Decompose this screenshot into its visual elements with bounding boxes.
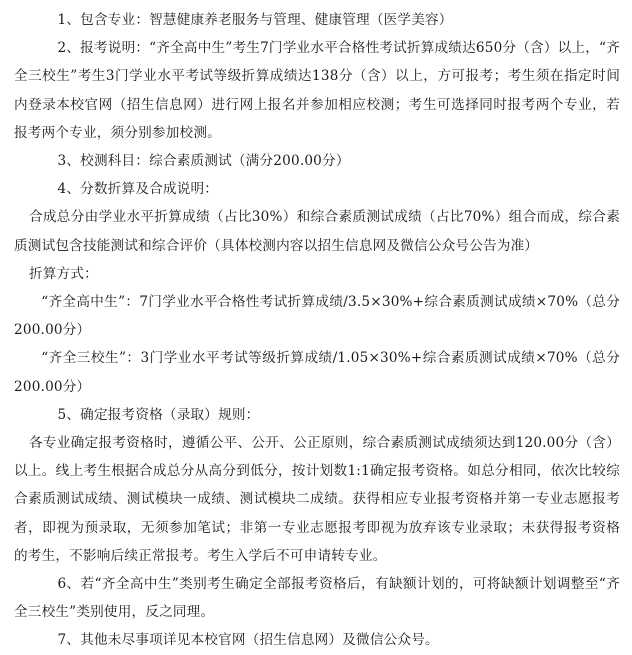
item-5-admission-rules-heading: 5、确定报考资格（录取）规则： [57, 406, 260, 423]
document-body [14, 6, 620, 655]
item-4-score-conversion-heading: 4、分数折算及合成说明： [57, 181, 219, 198]
item-7-other-matters: 7、其他未尽事项详见本校官网（招生信息网）及微信公众号。 [57, 632, 439, 649]
item-3-test-subject: 3、校测科目：综合素质测试（满分200.00分） [57, 153, 350, 170]
item-6-quota-adjustment: 6、若“齐全高中生”类别考生确定全部报考资格后，有缺额计划的，可将缺额计划调整至“齐全三校生”类别使用，反之同理。 [14, 576, 620, 621]
item-2-application-notes: 2、报考说明：“齐全高中生”考生7门学业水平合格性考试折算成绩达650分（含）以上，“齐全三校生”考生3门学业水平考试等级折算成绩达138分（含）以上，方可报考；考生须在指定时间内登录本校官网（招生信息网）进行网上报名并参加相应校测；考生可选择同时报考两个专业，若报考两个专业，须分别参加校测。 [14, 40, 620, 141]
conversion-method-label: 折算方式： [28, 265, 98, 282]
formula-high-school: “齐全高中生”：7门学业水平合格性考试折算成绩/3.5×30%+综合素质测试成绩×70%（总分200.00分） [14, 294, 620, 339]
item-1-majors: 1、包含专业：智慧健康养老服务与管理、健康管理（医学美容） [57, 12, 453, 28]
admission-rules-paragraph: 各专业确定报考资格时，遵循公平、公开、公正原则，综合素质测试成绩须达到120.00分（含）以上。线上考生根据合成总分从高分到低分，按计划数1:1确定报考资格。如总分相同，依次比较综合素质测试成绩、测试模块一成绩、测试模块二成绩。获得相应专业报考资格并第一专业志愿报考者，即视为预录取，无须参加笔试；非第一专业志愿报考即视为放弃该专业录取；未获得报考资格的考生，不影响后续正常报考。考生入学后不可申请转专业。 [14, 435, 620, 564]
formula-three-school: “齐全三校生”：3门学业水平考试等级折算成绩/1.05×30%+综合素质测试成绩×70%（总分200.00分） [14, 350, 620, 395]
score-composition-paragraph: 合成总分由学业水平折算成绩（占比30%）和综合素质测试成绩（占比70%）组合而成，综合素质测试包含技能测试和综合评价（具体校测内容以招生信息网及微信公众号公告为准） [14, 209, 620, 254]
